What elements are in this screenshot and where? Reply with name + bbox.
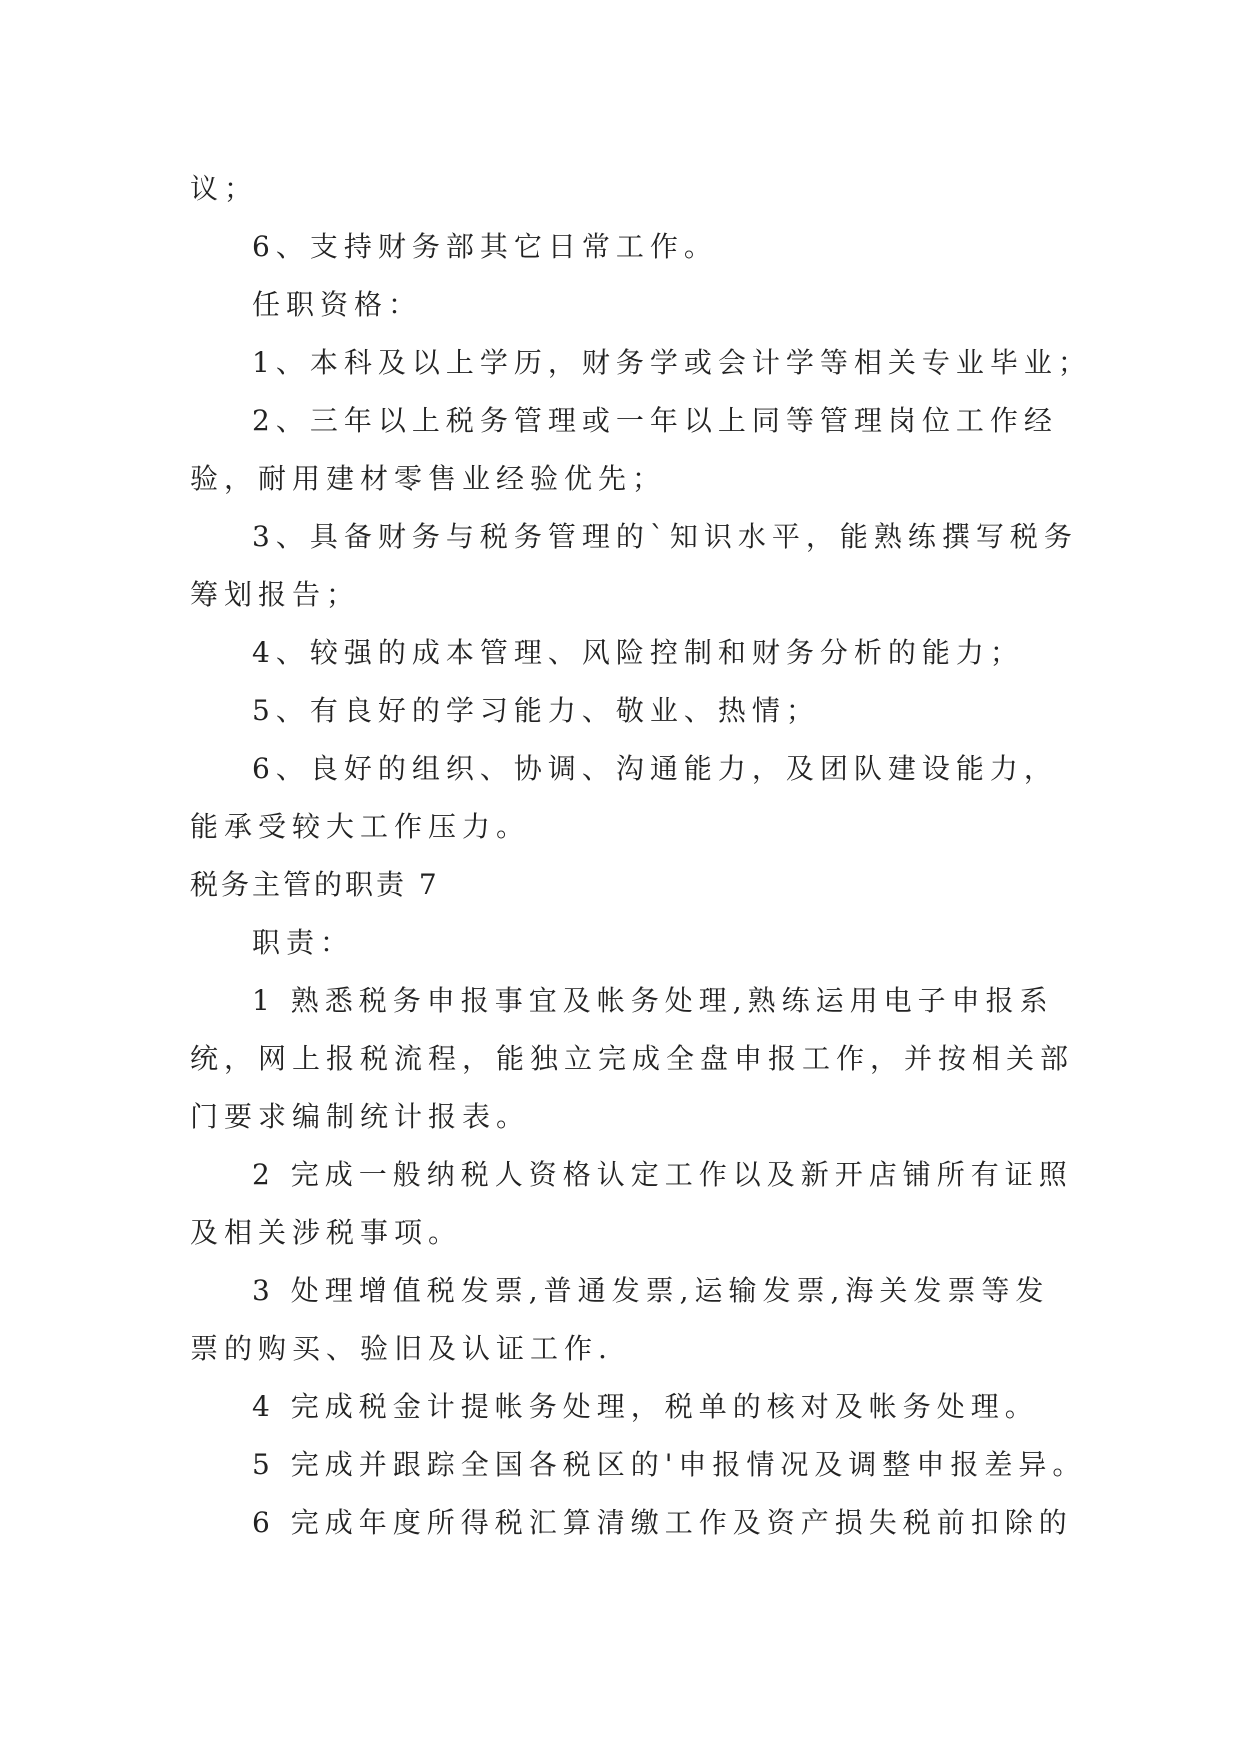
text-line: 6 完成年度所得税汇算清缴工作及资产损失税前扣除的 <box>252 1506 1073 1539</box>
section-label-qualifications: 任职资格： <box>252 288 423 321</box>
text-line: 能承受较大工作压力。 <box>190 810 531 843</box>
text-line: 1、本科及以上学历，财务学或会计学等相关专业毕业； <box>252 346 1092 379</box>
text-line: 验，耐用建材零售业经验优先； <box>190 462 667 495</box>
text-line: 3 处理增值税发票,普通发票,运输发票,海关发票等发 <box>252 1274 1050 1307</box>
document-body <box>190 160 1092 1552</box>
text-line: 5、有良好的学习能力、敬业、热情； <box>252 694 820 727</box>
text-line: 4 完成税金计提帐务处理，税单的核对及帐务处理。 <box>252 1390 1039 1423</box>
text-line: 筹划报告； <box>190 578 361 611</box>
section-label-duties: 职责： <box>252 926 355 959</box>
text-line: 票的购买、验旧及认证工作. <box>190 1332 613 1365</box>
text-line: 2、三年以上税务管理或一年以上同等管理岗位工作经 <box>252 404 1058 437</box>
text-line: 统，网上报税流程，能独立完成全盘申报工作，并按相关部 <box>190 1042 1075 1075</box>
text-line: 议； <box>190 172 259 205</box>
text-line: 3、具备财务与税务管理的`知识水平，能熟练撰写税务 <box>252 520 1078 553</box>
text-line: 门要求编制统计报表。 <box>190 1100 531 1133</box>
text-line: 5 完成并跟踪全国各税区的'申报情况及调整申报差异。 <box>252 1448 1087 1481</box>
text-line: 6、良好的组织、协调、沟通能力，及团队建设能力， <box>252 752 1058 785</box>
text-line: 6、支持财务部其它日常工作。 <box>252 230 718 263</box>
section-heading: 税务主管的职责 7 <box>190 868 440 901</box>
text-line: 4、较强的成本管理、风险控制和财务分析的能力； <box>252 636 1024 669</box>
text-line: 2 完成一般纳税人资格认定工作以及新开店铺所有证照 <box>252 1158 1073 1191</box>
text-line: 1 熟悉税务申报事宜及帐务处理,熟练运用电子申报系 <box>252 984 1054 1017</box>
text-line: 及相关涉税事项。 <box>190 1216 463 1249</box>
